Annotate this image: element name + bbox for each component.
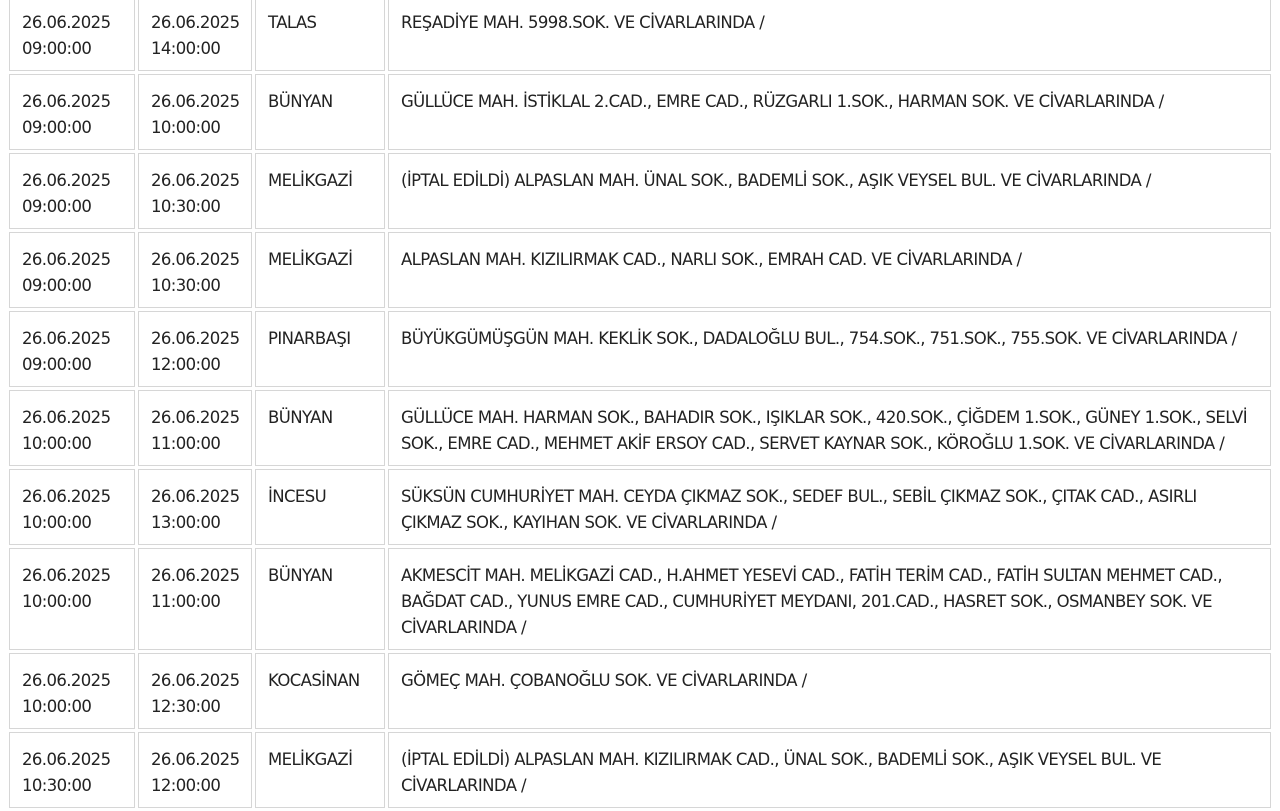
start-time: 10:00:00 — [22, 697, 92, 716]
start-time: 09:00:00 — [22, 197, 92, 216]
start-time: 10:00:00 — [22, 434, 92, 453]
start-date: 26.06.2025 — [22, 750, 111, 769]
table-row — [9, 732, 1271, 808]
end-time: 12:00:00 — [151, 355, 221, 374]
district-cell: PINARBAŞI — [255, 311, 385, 387]
table-row — [9, 548, 1271, 650]
table-row — [9, 0, 1271, 71]
start-date: 26.06.2025 — [22, 92, 111, 111]
table-row — [9, 232, 1271, 308]
start-time: 09:00:00 — [22, 39, 92, 58]
start-time: 09:00:00 — [22, 276, 92, 295]
district-cell: TALAS — [255, 0, 385, 71]
end-date: 26.06.2025 — [151, 408, 240, 427]
table-row — [9, 153, 1271, 229]
end-time: 13:00:00 — [151, 513, 221, 532]
end-time: 12:30:00 — [151, 697, 221, 716]
end-cell — [138, 732, 252, 808]
streets-cell: AKMESCİT MAH. MELİKGAZİ CAD., H.AHMET YESEVİ CAD., FATİH TERİM CAD., FATİH SULTAN MEHMET CAD., BAĞDAT CAD., YUNUS EMRE CAD., CUMHURİYET MEYDANI, 201.CAD., HASRET SOK., OSMANBEY SOK. VE CİVARLARINDA / — [388, 548, 1271, 650]
start-cell — [9, 153, 135, 229]
district-cell: MELİKGAZİ — [255, 732, 385, 808]
start-time: 09:00:00 — [22, 355, 92, 374]
start-time: 09:00:00 — [22, 118, 92, 137]
district-cell: MELİKGAZİ — [255, 232, 385, 308]
streets-cell: BÜYÜKGÜMÜŞGÜN MAH. KEKLİK SOK., DADALOĞLU BUL., 754.SOK., 751.SOK., 755.SOK. VE CİVARLARINDA / — [388, 311, 1271, 387]
end-cell — [138, 153, 252, 229]
end-cell — [138, 311, 252, 387]
table-row — [9, 653, 1271, 729]
end-date: 26.06.2025 — [151, 92, 240, 111]
streets-cell: GÜLLÜCE MAH. İSTİKLAL 2.CAD., EMRE CAD., RÜZGARLI 1.SOK., HARMAN SOK. VE CİVARLARINDA / — [388, 74, 1271, 150]
start-cell — [9, 548, 135, 650]
table-row — [9, 469, 1271, 545]
end-cell — [138, 74, 252, 150]
start-date: 26.06.2025 — [22, 487, 111, 506]
end-date: 26.06.2025 — [151, 250, 240, 269]
end-time: 10:30:00 — [151, 197, 221, 216]
end-cell — [138, 548, 252, 650]
district-cell: İNCESU — [255, 469, 385, 545]
start-date: 26.06.2025 — [22, 671, 111, 690]
streets-cell: SÜKSÜN CUMHURİYET MAH. CEYDA ÇIKMAZ SOK., SEDEF BUL., SEBİL ÇIKMAZ SOK., ÇITAK CAD., ASIRLI ÇIKMAZ SOK., KAYIHAN SOK. VE CİVARLARINDA / — [388, 469, 1271, 545]
end-cell — [138, 390, 252, 466]
end-cell — [138, 232, 252, 308]
start-time: 10:00:00 — [22, 592, 92, 611]
power-outage-table — [6, 0, 1274, 811]
table-row — [9, 74, 1271, 150]
end-time: 10:30:00 — [151, 276, 221, 295]
end-time: 10:00:00 — [151, 118, 221, 137]
end-date: 26.06.2025 — [151, 329, 240, 348]
streets-cell: GÖMEÇ MAH. ÇOBANOĞLU SOK. VE CİVARLARINDA / — [388, 653, 1271, 729]
start-cell — [9, 74, 135, 150]
start-cell — [9, 232, 135, 308]
end-cell — [138, 469, 252, 545]
start-date: 26.06.2025 — [22, 13, 111, 32]
end-time: 14:00:00 — [151, 39, 221, 58]
start-time: 10:30:00 — [22, 776, 92, 795]
district-cell: BÜNYAN — [255, 74, 385, 150]
end-date: 26.06.2025 — [151, 13, 240, 32]
table-row — [9, 311, 1271, 387]
table-row — [9, 390, 1271, 466]
end-date: 26.06.2025 — [151, 171, 240, 190]
start-date: 26.06.2025 — [22, 408, 111, 427]
end-time: 11:00:00 — [151, 434, 221, 453]
start-cell — [9, 390, 135, 466]
streets-cell: (İPTAL EDİLDİ) ALPASLAN MAH. ÜNAL SOK., BADEMLİ SOK., AŞIK VEYSEL BUL. VE CİVARLARINDA / — [388, 153, 1271, 229]
district-cell: BÜNYAN — [255, 390, 385, 466]
end-date: 26.06.2025 — [151, 671, 240, 690]
start-date: 26.06.2025 — [22, 250, 111, 269]
district-cell: KOCASİNAN — [255, 653, 385, 729]
streets-cell: (İPTAL EDİLDİ) ALPASLAN MAH. KIZILIRMAK CAD., ÜNAL SOK., BADEMLİ SOK., AŞIK VEYSEL BUL. VE CİVARLARINDA / — [388, 732, 1271, 808]
end-cell — [138, 0, 252, 71]
table-body — [9, 0, 1271, 808]
start-cell — [9, 653, 135, 729]
start-date: 26.06.2025 — [22, 566, 111, 585]
start-date: 26.06.2025 — [22, 329, 111, 348]
end-time: 12:00:00 — [151, 776, 221, 795]
start-cell — [9, 311, 135, 387]
streets-cell: GÜLLÜCE MAH. HARMAN SOK., BAHADIR SOK., IŞIKLAR SOK., 420.SOK., ÇİĞDEM 1.SOK., GÜNEY 1.SOK., SELVİ SOK., EMRE CAD., MEHMET AKİF ERSOY CAD., SERVET KAYNAR SOK., KÖROĞLU 1.SOK. VE CİVARLARINDA / — [388, 390, 1271, 466]
end-date: 26.06.2025 — [151, 487, 240, 506]
streets-cell: REŞADİYE MAH. 5998.SOK. VE CİVARLARINDA / — [388, 0, 1271, 71]
end-time: 11:00:00 — [151, 592, 221, 611]
district-cell: MELİKGAZİ — [255, 153, 385, 229]
start-cell — [9, 469, 135, 545]
start-cell — [9, 0, 135, 71]
start-date: 26.06.2025 — [22, 171, 111, 190]
end-cell — [138, 653, 252, 729]
end-date: 26.06.2025 — [151, 750, 240, 769]
start-cell — [9, 732, 135, 808]
end-date: 26.06.2025 — [151, 566, 240, 585]
streets-cell: ALPASLAN MAH. KIZILIRMAK CAD., NARLI SOK., EMRAH CAD. VE CİVARLARINDA / — [388, 232, 1271, 308]
district-cell: BÜNYAN — [255, 548, 385, 650]
start-time: 10:00:00 — [22, 513, 92, 532]
